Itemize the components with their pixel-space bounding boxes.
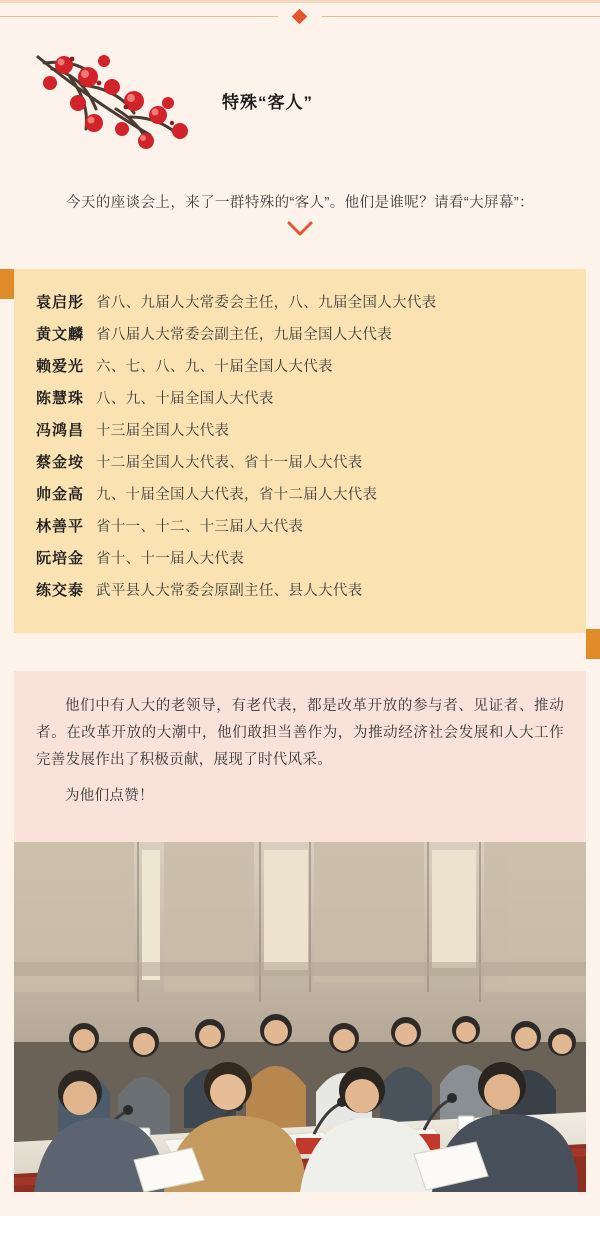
guest-list-card [14,269,586,633]
orange-tab-right [586,629,600,659]
closing-paragraph-1: 他们中有人大的老领导，有老代表，都是改革开放的参与者、见证者、推动者。在改革开放的大潮中，他们敢担当善作为，为推动经济社会发展和人大工作完善发展作出了积极贡献，展现了时代风采。 [36,698,564,768]
guest-description: 省八、九届人大常委会主任，八、九届全国人大代表 [96,295,437,311]
diamond-ornament-icon [292,9,308,25]
closing-paragraph-2: 为他们点赞！ [65,788,154,805]
intro-section [0,183,600,269]
guest-name: 黄文麟 [36,326,85,343]
guest-description: 八、九、十届全国人大代表 [96,391,274,407]
list-item [14,291,586,323]
guest-description: 省十一、十二、十三届人大代表 [96,519,304,535]
list-item [14,451,586,483]
guest-name: 林善平 [36,518,85,535]
plum-blossom-icon [30,43,220,163]
guest-description: 十二届全国人大代表、省十一届人大代表 [96,455,363,471]
chevron-down-icon [287,221,313,237]
orange-tab-left [0,269,14,299]
guest-name: 冯鸿昌 [36,422,85,439]
page-title: 特殊“客人” [222,93,313,112]
conference-meeting-photo [14,842,586,1192]
list-item [14,387,586,419]
guest-name: 袁启彤 [36,294,85,311]
header [0,33,600,183]
guest-description: 九、十届全国人大代表，省十二届人大代表 [96,487,378,503]
guest-name: 练交泰 [36,582,85,599]
list-item [14,579,586,611]
divider-line-left [0,16,278,17]
list-item [14,419,586,451]
divider-line-right [322,16,600,17]
list-item [14,355,586,387]
bottom-padding [0,1192,600,1216]
list-item [14,547,586,579]
list-item [14,323,586,355]
guest-name: 赖爱光 [36,358,85,375]
guest-name: 陈慧珠 [36,390,85,407]
guest-description: 六、七、八、九、十届全国人大代表 [96,359,333,375]
intro-text: 今天的座谈会上，来了一群特殊的“客人”。他们是谁呢？请看“大屏幕”： [66,195,534,211]
list-item [14,515,586,547]
top-decorative-bar [0,0,600,33]
guest-name: 阮培金 [36,550,85,567]
guest-description: 十三届全国人大代表 [96,423,230,439]
list-item [14,483,586,515]
guest-list-section [0,269,600,659]
closing-section [0,659,600,1216]
guest-name: 蔡金垵 [36,454,85,471]
guest-description: 省十、十一届人大代表 [96,551,245,567]
guest-description: 省八届人大常委会副主任，九届全国人大代表 [96,327,393,343]
closing-card [14,671,586,842]
guest-description: 武平县人大常委会原副主任、县人大代表 [96,583,363,599]
guest-name: 帅金高 [36,486,85,503]
